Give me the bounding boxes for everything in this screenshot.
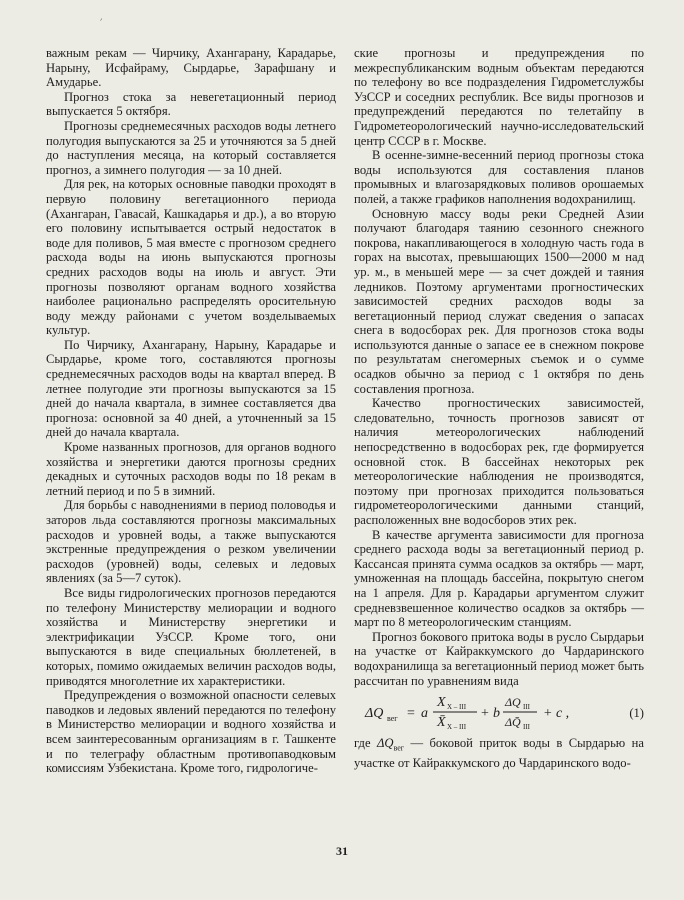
equals-sign: = xyxy=(407,706,415,722)
page-number: 31 xyxy=(336,844,348,858)
den2: ΔQ̄ xyxy=(505,715,521,730)
after-formula-paragraph xyxy=(354,736,644,771)
right-column xyxy=(354,46,644,771)
after-formula-sub: вег xyxy=(393,743,405,753)
plus-c: + c , xyxy=(543,706,570,722)
left-paragraph: важным рекам — Чирчику, Ахангарану, Карадарье, Нарыну, Исфайраму, Сырдарье, Зарафшану и Амударье. xyxy=(46,46,336,90)
right-paragraph: В осенне-зимне-весенний период прогнозы стока воды используются для составления планов промывных и влагозарядковых поливов орошаемых полей, а также графиков наполнения водохранилищ. xyxy=(354,148,644,206)
formula-1 xyxy=(354,692,644,734)
plus-1: + xyxy=(481,706,489,722)
after-formula-text: — боковой приток воды в Сырдарью на участке от Кайраккумского до Чардаринского водо- xyxy=(354,736,644,771)
num1-sub: X – III xyxy=(447,703,467,712)
left-paragraph: Предупреждения о возможной опасности селевых паводков и ледовых явлений передаются по телефону в Министерство мелиорации и водного хозяйства и всем заинтересованным организациям в г. Ташкенте и по телеграфу областным противопаводковым комиссиям Узбекистана. Кроме того, гидрологиче- xyxy=(46,688,336,776)
left-paragraph: По Чирчику, Ахангарану, Нарыну, Карадарье и Сырдарье, кроме того, составляются прогнозы среднемесячных расходов воды на квартал вперед. В летнее полугодие эти прогнозы выпускаются за 15 дней до начала квартала, в зимнее составляется два прогноза: основной за 40 дней, а уточненный за 15 дней до начала квартала. xyxy=(46,337,336,440)
num2: ΔQ xyxy=(505,695,521,710)
left-paragraph: Для рек, на которых основные паводки проходят в первую половину вегетационного периода (Ахангаран, Гавасай, Кашкадарья и др.), а во вторую его половину испытывается острый недостаток в воде для поливов, 5 мая вместе с прогнозом среднего расхода воды на июнь выпускаются прогнозы средних расходов воды на июль и август. Эти прогнозы позволяют органам водного хозяйства наиболее рационально распределять оросительную воду между районами с учетом возделываемых культур. xyxy=(46,177,336,338)
den1-sub: X – III xyxy=(447,723,467,732)
den1: X̄ xyxy=(437,715,446,731)
left-paragraph: Кроме названных прогнозов, для органов водного хозяйства и энергетики даются прогнозы средних декадных и суточных расходов воды по 18 рекам в летний период и по 5 в зимний. xyxy=(46,440,336,498)
left-paragraph: Прогнозы среднемесячных расходов воды летнего полугодия выпускаются за 25 и уточняются за 5 дней до наступления месяца, на который составляется прогноз, а зимнего полугодия — за 10 дней. xyxy=(46,118,336,177)
left-paragraph: Прогноз стока за невегетационный период выпускается 5 октября. xyxy=(46,89,336,119)
after-formula-symbol: ΔQ xyxy=(376,736,394,751)
left-column xyxy=(46,46,336,776)
formula-body xyxy=(354,692,616,734)
equation-number: (1) xyxy=(629,705,644,720)
num1: X xyxy=(437,695,446,711)
right-paragraph: В качестве аргумента зависимости для прогноза среднего расхода воды за вегетационный период р. Кассансая принята сумма осадков за октябрь — март, умноженная на площадь бассейна, покрытую снегом на 1 апреля. Для р. Карадарьи аргументом служит средневзвешенное количество осадков за октябрь — март по 8 метеорологическим станциям. xyxy=(354,527,644,630)
top-mark: ׳ xyxy=(100,16,103,27)
coef-a: a xyxy=(421,706,428,722)
right-paragraph: ские прогнозы и предупреждения по межреспубликанским водным объектам передаются по телефону во все подразделения Гидрометслужбы УзССР и соседних республик. Все виды прогнозов и предупреждений передаются по телетайпу в Гидрометеорологический научно-исследовательский центр СССР в г. Москве. xyxy=(354,46,644,148)
left-paragraph: Для борьбы с наводнениями в период половодья и заторов льда составляются прогнозы максимальных расходов и уровней воды, а также выпускаются экстренные предупреждения о резком увеличении расходов (уровней) воды, селевых и ледовых явлениях (за 5—7 суток). xyxy=(46,498,336,586)
where-word: где xyxy=(354,736,371,751)
num2-sub: III xyxy=(523,703,530,712)
right-paragraph: Качество прогностических зависимостей, следовательно, точность прогнозов зависят от наличия метеорологических наблюдений непосредственно в водосборах рек, где формируется основной сток. В бассейнах некоторых рек метеорологические наблюдения не производятся, поэтому при прогнозах приходится пользоваться гидрометеорологическими данными станций, расположенных вне водосборов этих рек. xyxy=(354,396,644,527)
left-paragraph: Все виды гидрологических прогнозов передаются по телефону Министерству мелиорации и водного хозяйства и Министерству энергетики и электрификации УзССР. Кроме того, они выпускаются в виде специальных бюллетеней, в которых, помимо ожидаемых величин расходов воды, приводятся многолетние их характеристики. xyxy=(46,585,336,688)
right-paragraph: Основную массу воды реки Средней Азии получают благодаря таянию сезонного снежного покрова, накапливающегося в холодную часть года в горах на высотах, превышающих 1500—2000 м над ур. м., в меньшей мере — за счет дождей и таяния ледников. Поэтому аргументами прогностических зависимостей средних расходов воды за вегетационный период служат сведения о запасах снега в водосборах рек. Для прогнозов стока воды используются данные о запасе ее в снежном покрове по результатам снегомерных съемок и о сумме осадков обычно за период с 1 октября по день составления прогноза. xyxy=(354,206,644,396)
den2-sub: III xyxy=(523,723,530,732)
lhs-sub: вег xyxy=(387,714,398,724)
lhs-symbol: ΔQ xyxy=(365,706,384,722)
right-paragraph: Прогноз бокового притока воды в русло Сырдарьи на участке от Кайраккумского до Чардаринского водохранилища за вегетационный период может быть рассчитан по уравнениям вида xyxy=(354,629,644,688)
formula-svg xyxy=(365,692,605,734)
right-column-paragraphs xyxy=(354,46,644,688)
coef-b: b xyxy=(493,706,500,722)
